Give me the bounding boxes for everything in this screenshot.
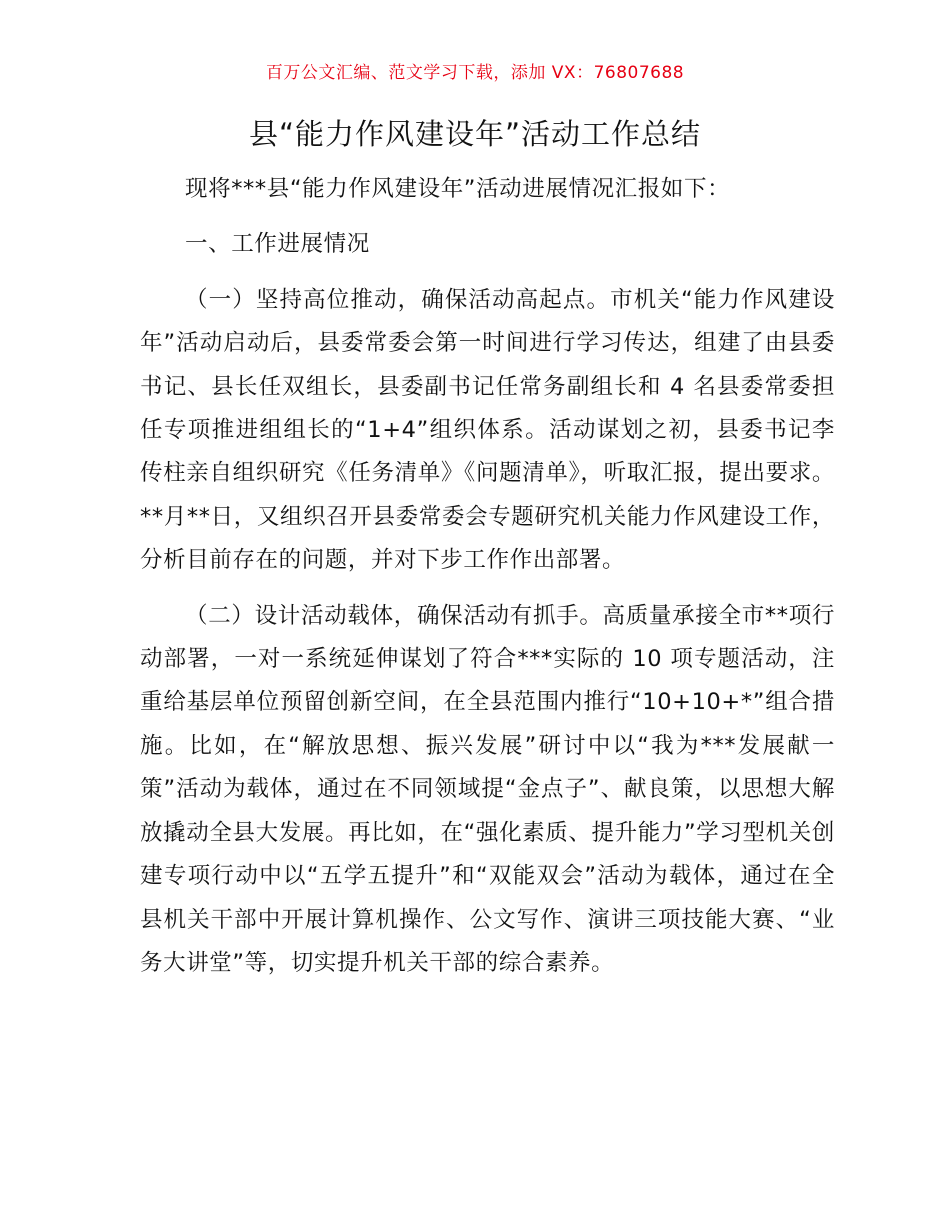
document-body [140,168,835,997]
document-title: 县“能力作风建设年”活动工作总结 [248,117,702,151]
body-paragraph-1: （一）坚持高位推动，确保活动高起点。市机关“能力作风建设年”活动启动后，县委常委会第一时间进行学习传达，组建了由县委书记、县长任双组长，县委副书记任常务副组长和 4 名县委常委担任专项推进组组长的“1+4”组织体系。活动谋划之初，县委书记李传柱亲自组织研究《任务清单》《问题清单》，听取汇报，提出要求。**月**日，又组织召开县委常委会专题研究机关能力作风建设工作，分析目前存在的问题，并对下步工作作出部署。 [140,286,835,574]
header-note: 百万公文汇编、范文学习下载，添加 VX：76807688 [265,63,685,83]
intro-paragraph: 现将***县“能力作风建设年”活动进展情况汇报如下： [185,176,731,202]
body-paragraph-2: （二）设计活动载体，确保活动有抓手。高质量承接全市**项行动部署，一对一系统延伸谋划了符合***实际的 10 项专题活动，注重给基层单位预留创新空间，在全县范围内推行“10+10+*”组合措施。比如，在“解放思想、振兴发展”研讨中以“我为***发展献一策”活动为载体，通过在不同领域提“金点子”、献良策，以思想大解放撬动全县大发展。再比如，在“强化素质、提升能力”学习型机关创建专项行动中以“五学五提升”和“双能双会”活动为载体，通过在全县机关干部中开展计算机操作、公文写作、演讲三项技能大赛、“业务大讲堂”等，切实提升机关干部的综合素养。 [140,602,835,976]
section-heading: 一、工作进展情况 [185,231,370,258]
